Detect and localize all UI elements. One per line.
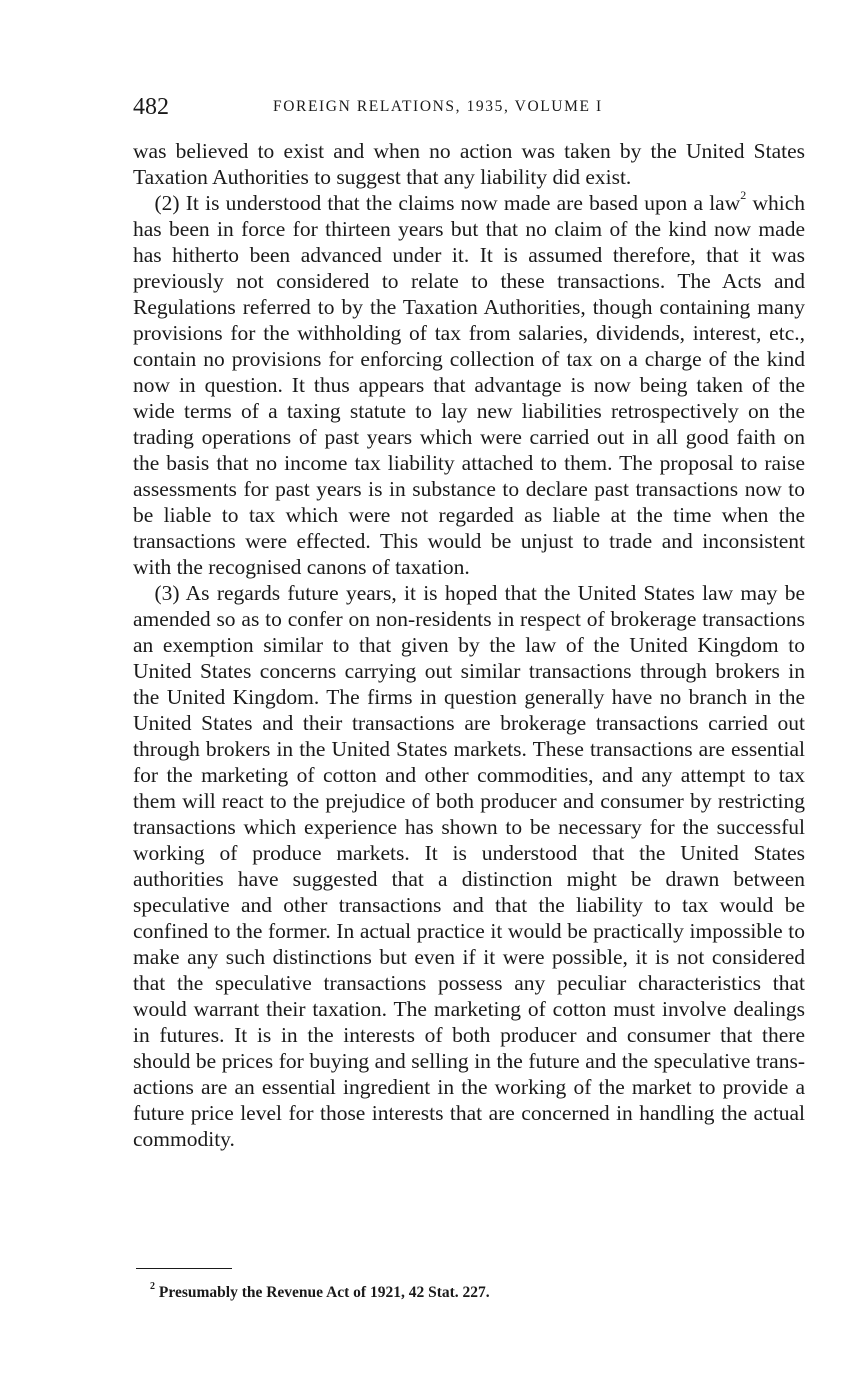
- paragraph-2-text-start: (2) It is understood that the claims now made are based upon a law: [154, 191, 741, 215]
- footnote-text: Presumably the Revenue Act of 1921, 42 Stat. 227.: [155, 1284, 490, 1301]
- footnote-reference: 2: [740, 187, 747, 202]
- paragraph-3: (3) As regards future years, it is hoped that the United States law may be amended so as to confer on non-residents in respect of brokerage transactions an exemption similar to that given by the law of the United Kingdom to United States concerns carrying out similar transactions through brokers in the United Kingdom. The firms in question generally have no branch in the United States and their transactions are brokerage transactions carried out through brokers in the United States markets. These transactions are essential for the marketing of cotton and other commodities, and any attempt to tax them will react to the prejudice of both producer and consumer by restricting transactions which experience has shown to be necessary for the successful working of produce markets. It is understood that the United States authorities have suggested that a distinction might be drawn between speculative and other transactions and that the liability to tax would be confined to the former. In actual practice it would be practically impossible to make any such distinctions but even if it were possible, it is not considered that the speculative transactions possess any peculiar characteristics that would warrant their taxation. The marketing of cotton must involve dealings in futures. It is in the interests of both producer and consumer that there should be prices for buying and selling in the future and the speculative transactions are an essential ingredient in the working of the market to provide a future price level for those interests that are concerned in handling the actual commodity.: [133, 581, 805, 1151]
- paragraph-2-text-end: which has been in force for thirteen years but that no claim of the kind now made has hitherto been advanced under it. It is assumed therefore, that it was previously not considered to relate to these transactions. The Acts and Regulations referred to by the Taxation Authorities, though containing many provisions for the withholding of tax from salaries, dividends, interest, etc., contain no provisions for enforcing collection of tax on a charge of the kind now in question. It thus appears that advantage is now being taken of the wide terms of a taxing statute to lay new liabilities retrospectively on the trading operations of past years which were carried out in all good faith on the basis that no income tax liability attached to them. The proposal to raise assessments for past years is in substance to declare past transactions now to be liable to tax which were not regarded as liable at the time when the transactions were effected. This would be unjust to trade and inconsistent with the recognised canons of taxation.: [133, 191, 805, 579]
- body-text: [133, 138, 805, 1152]
- page-number: 482: [133, 94, 169, 120]
- footnote: [150, 1280, 810, 1303]
- running-title: FOREIGN RELATIONS, 1935, VOLUME I: [273, 98, 603, 115]
- paragraph-continued: was believed to exist and when no action was taken by the United States Taxation Authorities to suggest that any liability did exist.: [133, 139, 805, 189]
- footnote-marker: 2: [150, 1280, 155, 1292]
- paragraph-2: [133, 187, 805, 580]
- footnote-divider: [136, 1268, 232, 1269]
- running-head: [133, 92, 805, 124]
